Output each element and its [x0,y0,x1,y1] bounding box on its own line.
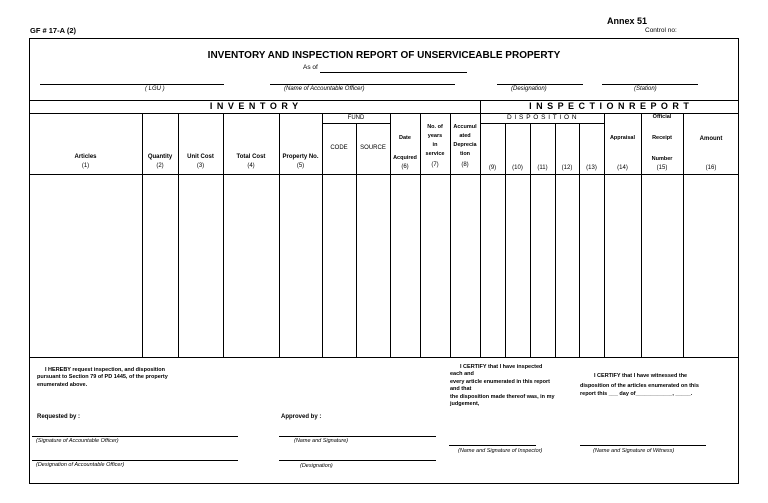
disposition-divider [480,123,604,124]
officer-designation-line[interactable] [32,460,238,461]
table-bottom-line [29,357,739,358]
request-line-3: enumerated above. [37,381,88,388]
designation-label: (Designation) [511,86,547,92]
col-years-l4: service [425,151,445,157]
header-bottom-line [29,174,739,175]
inspect-line-6: judgement, [450,401,480,408]
col-total-cost: Total Cost [236,154,266,160]
officer-label: (Name of Accountable Officer) [284,86,365,92]
col-line [390,113,391,357]
inspect-line-1: I CERTIFY that I have inspected [460,364,543,370]
inspect-line-2: each and [450,371,474,378]
col-fund-code: CODE [330,145,348,151]
station-field[interactable] [602,84,698,85]
witness-line-3: report this ___ day of____________, _____. [580,390,693,397]
col-total-cost-num: (4) [247,163,255,169]
approver-designation-label: (Designation) [300,463,333,469]
witness-signature-label: (Name and Signature of Witness) [593,448,675,454]
col-line [142,113,143,357]
col-line [641,113,642,357]
approver-signature-label: (Name and Signature) [294,438,349,444]
witness-line-1: I CERTIFY that I have witnessed the [594,373,688,379]
col-line [223,113,224,357]
inventory-section-title: I N V E N T O R Y [209,101,300,111]
col-line [356,123,357,357]
officer-designation-label: (Designation of Accountable Officer) [36,462,125,468]
col-articles: Articles [74,154,97,160]
section-divider [480,100,481,113]
col-disposition: D I S P O S I T I O N [506,114,578,121]
inspect-line-3: every article enumerated in this report [450,378,550,385]
inspector-certification [450,364,555,409]
col-quantity: Quantity [147,154,173,160]
col-receipt-l3: Number [651,156,673,162]
form-number: GF # 17-A (2) [30,26,76,35]
section-bottom-line [29,113,739,114]
col-depreciation-l3: Deprecia [453,142,477,148]
col-line [450,113,451,357]
col-years-l2: years [427,133,443,139]
witness-signature-line[interactable] [580,445,706,446]
approver-signature-line[interactable] [279,436,436,437]
as-of-label: As of [303,64,318,71]
col-appraisal-num: (14) [617,165,628,171]
col-date-acquired-num: (6) [401,164,409,170]
col-receipt-num: (15) [656,165,668,171]
witness-line-2: disposition of the articles enumerated on this [580,383,699,390]
col-receipt-l2: Receipt [652,135,672,141]
col-line [530,123,531,357]
col-quantity-num: (2) [156,163,164,169]
col-depreciation-l2: ated [459,133,471,139]
col-disposition-13: (13) [586,165,597,171]
inspector-signature-label: (Name and Signature of Inspector) [458,448,543,454]
col-amount: Amount [699,136,723,142]
control-number-label: Control no: [645,27,677,34]
request-statement [37,367,168,389]
col-years-l3: in [432,142,438,148]
col-property-no: Property No. [282,154,319,160]
col-line [555,123,556,357]
col-disposition-10: (10) [512,165,523,171]
col-line [178,113,179,357]
col-date-acquired-l2: Acquired [393,155,417,161]
col-line [579,123,580,357]
col-disposition-11: (11) [537,165,548,171]
col-fund-source: SOURCE [360,145,386,151]
form-title: INVENTORY AND INSPECTION REPORT OF UNSERVICEABLE PROPERTY [207,50,561,61]
lgu-label: ( LGU ) [145,86,165,92]
col-unit-cost-num: (3) [196,163,205,169]
col-fund: FUND [347,115,365,121]
officer-signature-line[interactable] [32,436,238,437]
col-line [279,113,280,357]
station-label: (Station) [634,86,657,92]
officer-field[interactable] [270,84,455,85]
approver-designation-line[interactable] [279,460,436,461]
col-line [505,123,506,357]
request-line-2: pursuant to Section 79 of PD 1445, of the property [37,374,168,381]
lgu-field[interactable] [40,84,224,85]
col-appraisal: Appraisal [609,135,636,141]
col-line [683,113,684,357]
col-unit-cost: Unit Cost [187,154,214,160]
requested-by-label: Requested by : [37,414,81,420]
request-line-1: I HEREBY request inspection, and disposition [45,367,165,373]
col-amount-num: (16) [705,165,717,171]
officer-signature-label: (Signature of Accountable Officer) [36,438,119,444]
col-years-l1: No. of [427,124,443,130]
col-date-acquired-l1: Date [399,135,411,141]
designation-field[interactable] [497,84,583,85]
col-receipt-l1: Official [652,114,672,120]
inspection-section-title: I N S P E C T I O N R E P O R T [529,101,690,111]
col-depreciation-num: (8) [461,162,469,168]
col-depreciation-l4: tion [459,151,471,157]
col-line [480,113,481,357]
col-years-num: (7) [431,162,439,168]
as-of-field[interactable] [320,72,467,73]
col-depreciation-l1: Accumul [453,124,477,130]
col-property-no-num: (5) [296,163,305,169]
witness-certification [580,373,699,398]
inspector-signature-line[interactable] [449,445,536,446]
col-line [604,113,605,357]
approved-by-label: Approved by : [281,414,322,420]
col-disposition-12: (12) [561,165,573,171]
col-articles-num: (1) [81,163,90,169]
col-disposition-9: (9) [488,165,497,171]
inspect-line-5: the disposition made thereof was, in my [450,393,555,400]
annex-label: Annex 51 [607,16,648,26]
col-line [420,113,421,357]
inspect-line-4: and that [450,386,472,393]
